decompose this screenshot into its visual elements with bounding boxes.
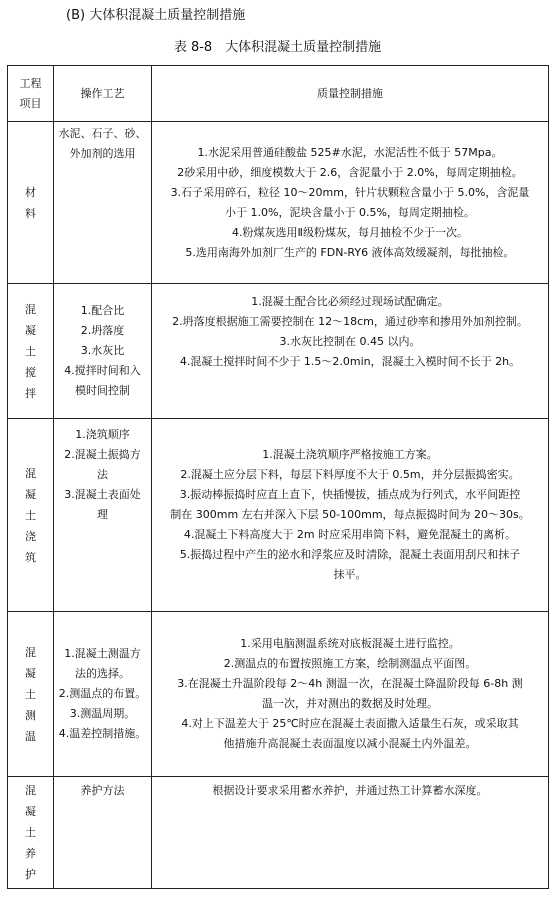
measure-line: 小于 1.0%，泥块含量小于 0.5%，每周定期抽检。 xyxy=(225,205,475,219)
row-process xyxy=(54,612,152,777)
section-title: (B) 大体积混凝土质量控制措施 xyxy=(66,8,246,23)
header-process: 操作工艺 xyxy=(54,66,152,122)
process-line: 2.混凝土振捣方 xyxy=(64,448,141,461)
header-item-line-1: 工程 xyxy=(19,76,42,90)
measure-line: 5.振捣过程中产生的泌水和浮浆应及时清除，混凝土表面用刮尺和抹子 xyxy=(179,548,521,561)
row-item xyxy=(8,284,54,419)
process-line: 4.搅拌时间和入 xyxy=(64,364,141,377)
row-process xyxy=(54,284,152,419)
measure-line: 2.混凝土应分层下料，每层下料厚度不大于 0.5m，并分层振捣密实。 xyxy=(180,468,520,481)
measure-line: 2.测温点的布置按照施工方案，绘制测温点平面图。 xyxy=(223,657,477,670)
measure-line: 1.混凝土配合比必须经过现场试配确定。 xyxy=(251,295,449,308)
measure-line: 根据设计要求采用蓄水养护，并通过热工计算蓄水深度。 xyxy=(212,784,488,797)
row-measures xyxy=(152,777,549,889)
header-item-line-2: 项目 xyxy=(19,96,42,110)
measure-line: 2砂采用中砂，细度模数大于 2.6，含泥量小于 2.0%，每周定期抽检。 xyxy=(177,165,523,179)
measure-line: 1.混凝土浇筑顺序严格按施工方案。 xyxy=(262,448,438,461)
row-item xyxy=(8,419,54,612)
process-line: 3.测温周期。 xyxy=(69,707,136,720)
row-measures xyxy=(152,612,549,777)
process-line: 2.测温点的布置。 xyxy=(58,687,147,700)
measure-line: 3.石子采用碎石，粒径 10～20mm，针片状颗粒含量小于 5.0%，含泥量 xyxy=(170,185,530,199)
process-line: 1.混凝土测温方 xyxy=(64,647,141,660)
row-item-text: 材料 xyxy=(25,185,36,220)
measure-line: 5.选用南海外加剂厂生产的 FDN-RY6 液体高效缓凝剂，每批抽检。 xyxy=(185,245,515,259)
measure-line: 温一次，并对测出的数据及时处理。 xyxy=(262,697,438,710)
table-row-curing xyxy=(8,777,549,889)
process-line: 1.浇筑顺序 xyxy=(75,428,130,441)
table-row-temperature xyxy=(8,612,549,777)
measure-line: 1.采用电脑测温系统对底板混凝土进行监控。 xyxy=(240,637,460,650)
process-line: 2.坍落度 xyxy=(80,324,125,337)
row-measures xyxy=(152,284,549,419)
row-item-text: 混凝土搅拌 xyxy=(25,302,36,400)
measure-line: 3.振动棒振捣时应直上直下，快插慢拔，插点成为行列式，水平间距控 xyxy=(179,488,521,501)
table-row-mixing xyxy=(8,284,549,419)
quality-control-table xyxy=(7,65,549,889)
table-caption: 表 8-8 大体积混凝土质量控制措施 xyxy=(173,40,382,55)
row-measures xyxy=(152,122,549,284)
header-measures: 质量控制措施 xyxy=(152,66,549,122)
measure-line: 3.水灰比控制在 0.45 以内。 xyxy=(279,335,421,348)
process-line: 3.混凝土表面处 xyxy=(64,488,141,501)
row-process xyxy=(54,777,152,889)
row-item xyxy=(8,612,54,777)
measure-line: 他措施升高混凝土表面温度以减小混凝土内外温差。 xyxy=(223,737,477,750)
row-item xyxy=(8,122,54,284)
row-measures xyxy=(152,419,549,612)
process-line: 理 xyxy=(97,508,108,521)
measure-line: 1.水泥采用普通硅酸盐 525#水泥，水泥活性不低于 57Mpa。 xyxy=(197,145,503,159)
measure-line: 4.混凝土搅拌时间不少于 1.5～2.0min，混凝土入模时间不长于 2h。 xyxy=(179,355,521,368)
table-row-pouring xyxy=(8,419,549,612)
process-line: 养护方法 xyxy=(80,784,125,797)
process-line: 法的选择。 xyxy=(75,667,130,680)
row-item-text: 混凝土浇筑 xyxy=(25,466,36,564)
process-line: 水泥、石子、砂、 xyxy=(58,127,147,140)
row-process xyxy=(54,419,152,612)
table-header-row xyxy=(8,66,549,122)
measure-line: 3.在混凝土升温阶段每 2～4h 测温一次，在混凝土降温阶段每 6-8h 测 xyxy=(177,677,523,690)
row-item-text: 混凝土养护 xyxy=(25,784,36,881)
process-line: 4.温差控制措施。 xyxy=(58,727,147,740)
process-line: 法 xyxy=(97,468,108,481)
process-line: 1.配合比 xyxy=(80,304,125,317)
measure-line: 4.混凝土下料高度大于 2m 时应采用串筒下料，避免混凝土的离析。 xyxy=(183,528,517,541)
row-process xyxy=(54,122,152,284)
process-line: 外加剂的选用 xyxy=(69,147,136,160)
row-item xyxy=(8,777,54,889)
table-row-materials xyxy=(8,122,549,284)
process-line: 3.水灰比 xyxy=(80,344,125,357)
row-item-text: 混凝土测温 xyxy=(25,645,36,743)
process-line: 模时间控制 xyxy=(75,384,130,397)
measure-line: 抹平。 xyxy=(333,568,367,581)
measure-line: 制在 300mm 左右并深入下层 50-100mm，每点振捣时间为 20～30s。 xyxy=(170,508,530,521)
measure-line: 2.坍落度根据施工需要控制在 12～18cm，通过砂率和掺用外加剂控制。 xyxy=(172,315,528,328)
measure-line: 4.粉煤灰选用Ⅱ级粉煤灰，每月抽检不少于一次。 xyxy=(232,225,468,239)
measure-line: 4.对上下温差大于 25℃时应在混凝土表面撒入适量生石灰，或采取其 xyxy=(181,717,519,730)
header-item xyxy=(8,66,54,122)
